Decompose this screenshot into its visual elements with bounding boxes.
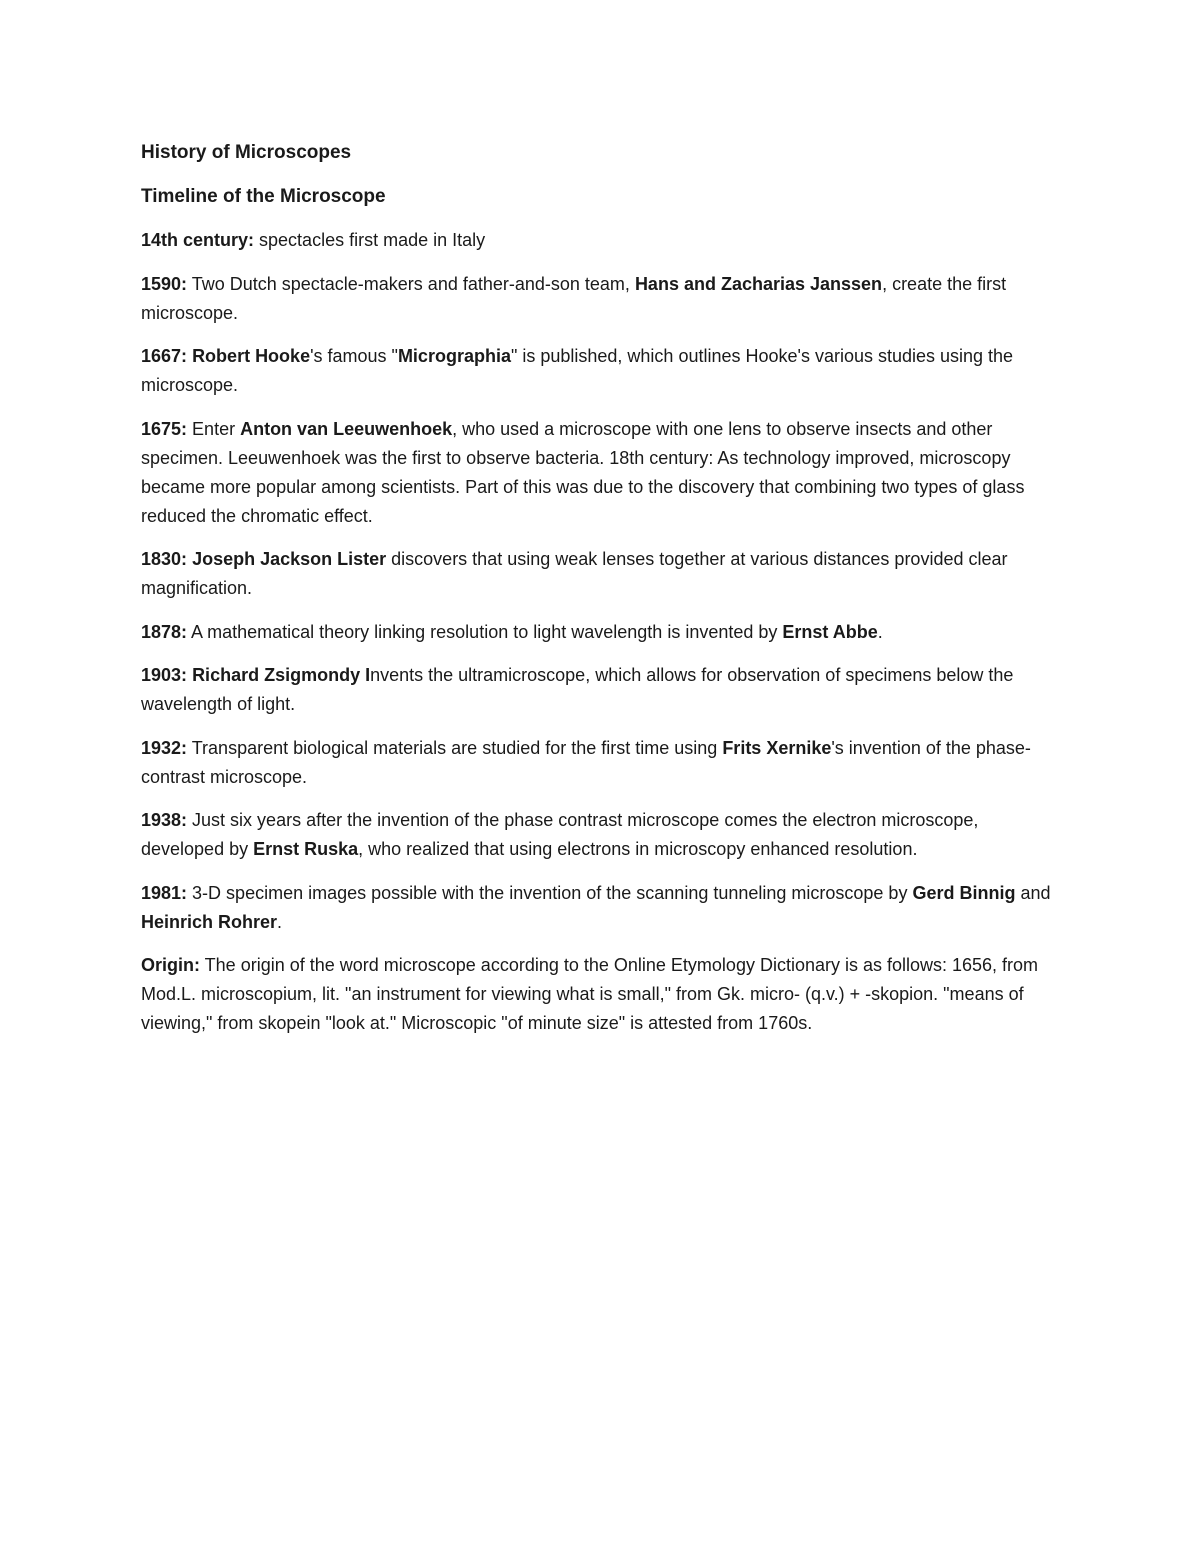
document-page <box>141 138 1061 1053</box>
entry-label: 1878: <box>141 621 188 642</box>
entry-label: 1590: <box>141 273 188 294</box>
entry-text: . <box>277 911 283 932</box>
document-title: History of Microscopes <box>141 142 352 163</box>
entry-label: 1667: <box>141 346 188 366</box>
entry-label: 14th century: <box>141 230 255 250</box>
timeline-entry <box>141 661 1061 719</box>
entry-text: Two Dutch spectacle-makers and father-and-son team, <box>187 273 635 294</box>
entry-text: , create the first microscope. <box>141 273 1007 323</box>
entry-emphasis: Hans and Zacharias Janssen <box>634 273 883 294</box>
entry-label: 1675: <box>141 418 188 439</box>
document-subtitle: Timeline of the Microscope <box>141 186 386 207</box>
entry-label: Origin: <box>141 955 200 975</box>
timeline-entry <box>141 806 1061 864</box>
entry-text: Enter <box>187 418 241 439</box>
entry-emphasis: Gerd Binnig <box>912 882 1016 903</box>
entry-emphasis: Robert Hooke <box>192 346 311 366</box>
entry-text: 's famous " <box>310 346 398 366</box>
timeline-entry <box>141 270 1061 328</box>
entry-text: Transparent biological materials are studied for the first time using <box>187 737 723 758</box>
entry-label: 1981: <box>141 882 188 903</box>
entry-emphasis: Anton van Leeuwenhoek <box>240 418 453 439</box>
entry-emphasis: Heinrich Rohrer <box>141 911 278 932</box>
timeline-entry <box>141 734 1061 792</box>
timeline-entry <box>141 342 1061 400</box>
timeline-entry <box>141 415 1061 531</box>
entry-text: discovers that using weak lenses together at various distances provided clear magnification. <box>141 549 1008 598</box>
entry-emphasis: Joseph Jackson Lister <box>192 549 387 569</box>
entry-emphasis: Ernst Abbe <box>782 621 878 642</box>
timeline-entry <box>141 879 1061 937</box>
entry-text: . <box>877 621 883 642</box>
entry-emphasis: Richard Zsigmondy I <box>192 665 371 685</box>
entry-text: Just six years after the invention of the phase contrast microscope comes the electron microscope, developed by <box>141 810 979 859</box>
entry-label: 1903: <box>141 665 188 685</box>
timeline-entry <box>141 226 1061 255</box>
entry-text: , who realized that using electrons in microscopy enhanced resolution. <box>358 839 918 859</box>
entry-label: 1938: <box>141 810 188 830</box>
timeline-entry <box>141 951 1061 1038</box>
entry-emphasis: Ernst Ruska <box>253 839 359 859</box>
entry-emphasis: Frits Xernike <box>722 737 832 758</box>
entry-text: " is published, which outlines Hooke's various studies using the microscope. <box>141 346 1014 395</box>
entry-text: A mathematical theory linking resolution to light wavelength is invented by <box>187 621 783 642</box>
entry-text: spectacles first made in Italy <box>254 230 486 250</box>
entry-text: 3-D specimen images possible with the invention of the scanning tunneling microscope by <box>187 882 913 903</box>
entry-text: , who used a microscope with one lens to observe insects and other specimen. Leeuwenhoek was the first to observe bacteria. 18th century: As technology improved, microscopy became more popular among scientists. Part of this was due to the discovery that combining two types of glass reduced the chromatic effect. <box>141 418 1025 526</box>
entry-text: The origin of the word microscope according to the Online Etymology Dictionary is as follows: 1656, from Mod.L. microscopium, lit. "an instrument for viewing what is small," from Gk. micro- (q.v.) + -skopion. "means of viewing," from skopein "look at." Microscopic "of minute size" is attested from 1760s. <box>141 955 1039 1033</box>
entry-text: 's invention of the phase-contrast microscope. <box>141 737 1031 787</box>
entry-label: 1932: <box>141 737 188 758</box>
entry-text: nvents the ultramicroscope, which allows for observation of specimens below the wavelength of light. <box>141 665 1014 714</box>
timeline-entries <box>141 226 1061 1038</box>
timeline-entry <box>141 545 1061 603</box>
entry-label: 1830: <box>141 549 188 569</box>
entry-text: and <box>1015 882 1051 903</box>
timeline-entry <box>141 618 1061 647</box>
entry-emphasis: Micrographia <box>397 346 511 366</box>
